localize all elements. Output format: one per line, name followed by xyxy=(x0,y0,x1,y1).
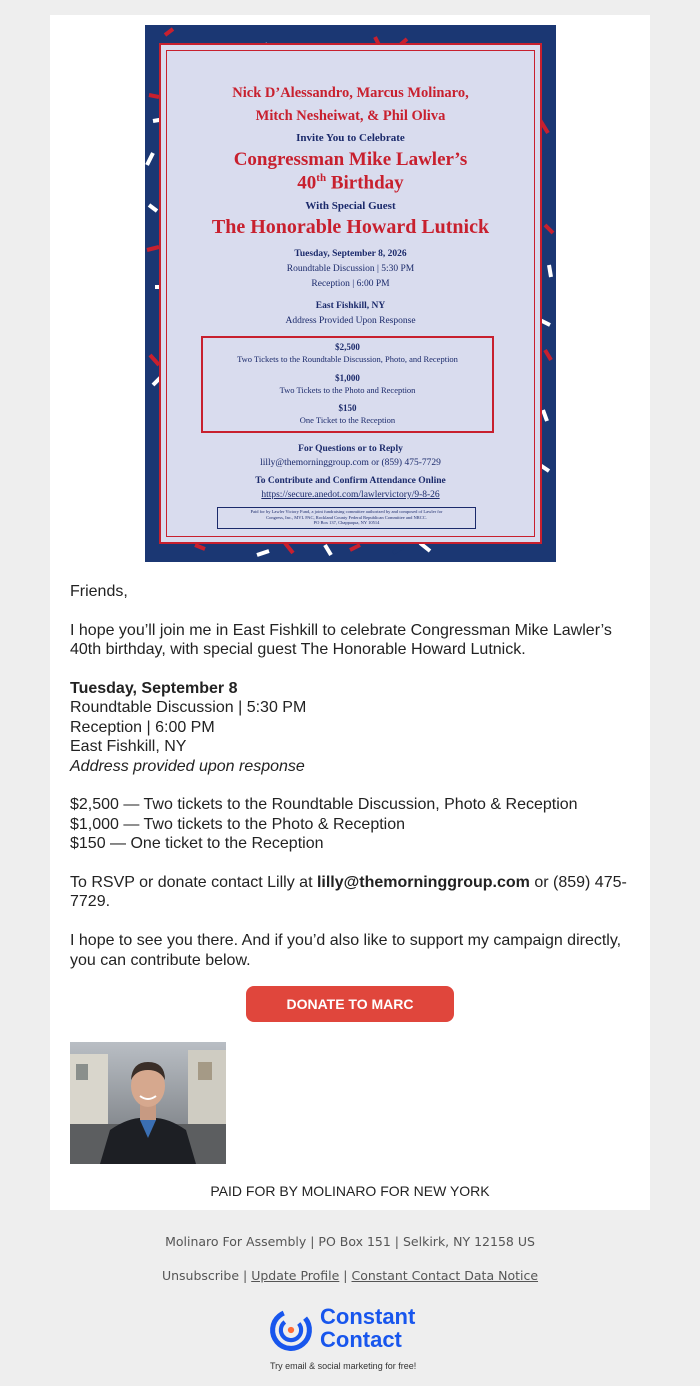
invite-tier-desc: Two Tickets to the Photo and Reception xyxy=(279,385,416,395)
invite-tier-amount: $2,500 xyxy=(335,342,360,352)
ticket-tier: $2,500 — Two tickets to the Roundtable Discussion, Photo & Reception xyxy=(70,796,578,814)
closing-paragraph: I hope to see you there. And if you’d also like to support my campaign directly, you can contribute below. xyxy=(70,932,622,969)
greeting: Friends, xyxy=(70,583,128,600)
invite-invite-line: Invite You to Celebrate xyxy=(296,132,405,144)
candidate-photo xyxy=(70,1042,226,1164)
update-profile-link[interactable]: Update Profile xyxy=(251,1268,340,1283)
invite-hosts-line2: Mitch Nesheiwat, & Phil Oliva xyxy=(255,108,446,124)
event-roundtable: Roundtable Discussion | 5:30 PM xyxy=(70,699,307,717)
invite-hosts-line1: Nick D’Alessandro, Marcus Molinaro, xyxy=(232,85,469,101)
invite-address-note: Address Provided Upon Response xyxy=(285,316,416,326)
event-address-note: Address provided upon response xyxy=(70,757,305,775)
invite-location: East Fishkill, NY xyxy=(315,301,386,311)
invitation-card xyxy=(159,43,542,544)
invite-date: Tuesday, September 8, 2026 xyxy=(294,249,407,259)
event-location: East Fishkill, NY xyxy=(70,738,187,756)
footer-links: Unsubscribe | Update Profile | Constant Contact Data Notice xyxy=(161,1268,539,1283)
footer-address: Molinaro For Assembly | PO Box 151 | Selkirk, NY 12158 US xyxy=(165,1234,535,1249)
invite-tier-desc: One Ticket to the Reception xyxy=(299,415,396,425)
event-reception: Reception | 6:00 PM xyxy=(70,718,215,736)
constant-contact-logo[interactable] xyxy=(268,1305,438,1375)
rsvp-paragraph: To RSVP or donate contact Lilly at lilly@themorninggroup.com or (859) 475-7729. xyxy=(70,874,627,911)
invite-paid-disclaimer: Paid for by Lawler Victory Fund, a joint fundraising committee authorized by and composed of Lawler for Congress, Inc., MVL PAC, Rockland County Federal Republican Committee and NRCC. PO Box 137, Chappaqua, NY 10514 xyxy=(217,507,476,529)
donate-button[interactable]: DONATE TO MARC xyxy=(246,986,454,1022)
constant-contact-tagline: Try email & social marketing for free! xyxy=(270,1361,417,1371)
ticket-tier: $150 — One ticket to the Reception xyxy=(70,835,324,853)
rsvp-email: lilly@themorninggroup.com xyxy=(316,874,530,892)
email-body xyxy=(70,582,630,970)
email-card xyxy=(50,15,650,1210)
unsubscribe-link[interactable]: Unsubscribe xyxy=(161,1268,240,1283)
invite-ticket-box xyxy=(201,336,494,433)
event-date: Tuesday, September 8 xyxy=(70,680,238,697)
candidate-photo-image xyxy=(70,1042,226,1164)
invitation-flyer-image xyxy=(145,25,556,562)
invite-contribute-link: https://secure.anedot.com/lawlervictory/9-8-26 xyxy=(261,490,440,500)
paid-for-disclaimer: PAID FOR BY MOLINARO FOR NEW YORK xyxy=(210,1183,490,1199)
ticket-tier: $1,000 — Two tickets to the Photo & Reception xyxy=(70,815,406,833)
invite-contribute-label: To Contribute and Confirm Attendance Online xyxy=(255,476,446,486)
invite-tier-amount: $1,000 xyxy=(335,373,360,383)
invite-roundtable: Roundtable Discussion | 5:30 PM xyxy=(286,264,415,274)
invite-tier-amount: $150 xyxy=(338,403,357,413)
invite-questions-contact: lilly@themorninggroup.com or (859) 475-7729 xyxy=(260,458,441,468)
constant-contact-icon xyxy=(268,1307,314,1353)
constant-contact-wordmark: Constant Contact xyxy=(320,1304,416,1352)
invite-special-guest: The Honorable Howard Lutnick xyxy=(211,216,490,238)
invite-reception: Reception | 6:00 PM xyxy=(311,279,390,289)
invite-honoree-line1: Congressman Mike Lawler’s xyxy=(233,149,468,170)
intro-paragraph: I hope you’ll join me in East Fishkill to celebrate Congressman Mike Lawler’s 40th birthday, with special guest The Honorable Howard Lutnick. xyxy=(70,621,612,659)
invite-tier-desc: Two Tickets to the Roundtable Discussion, Photo, and Reception xyxy=(237,354,458,364)
invite-honoree-line2: 40th Birthday xyxy=(297,172,404,194)
invite-special-guest-label: With Special Guest xyxy=(305,200,396,212)
data-notice-link[interactable]: Constant Contact Data Notice xyxy=(351,1268,539,1283)
invite-questions-label: For Questions or to Reply xyxy=(298,444,403,454)
